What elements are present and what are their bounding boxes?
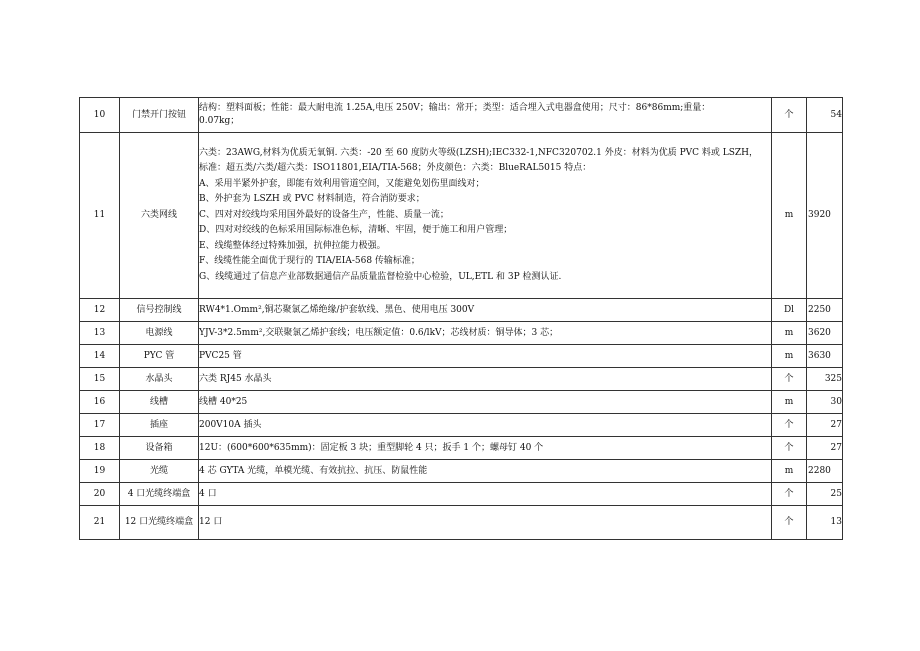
table-body: [80, 98, 843, 540]
table-row: [80, 368, 843, 391]
item-spec: RW4*1.Omm²,铜芯聚氯乙烯绝缘/护套软线、黑色、使用电压 300V: [199, 299, 772, 322]
table-row: [80, 98, 843, 133]
table-row: [80, 437, 843, 460]
item-spec: 4 口: [199, 483, 772, 506]
spec-line: 六类：23AWG,材料为优质无氧铜. 六类：-20 至 60 度防火等级(LZSH);IEC332-1,NFC320702.1 外皮：材料为优质 PVC 料或 LSZH，: [199, 147, 759, 158]
item-name: 电源线: [120, 322, 199, 345]
item-name: 插座: [120, 414, 199, 437]
table-row: [80, 299, 843, 322]
item-quantity: 25: [807, 483, 843, 506]
row-number: 12: [80, 299, 120, 322]
item-name: PYC 管: [120, 345, 199, 368]
item-unit: m: [772, 345, 807, 368]
item-spec: YJV-3*2.5mm²,交联聚氯乙烯护套线；电压额定值：0.6/lkV；芯线材质：铜导体；3 芯；: [199, 322, 772, 345]
row-number: 21: [80, 506, 120, 540]
item-unit: m: [772, 460, 807, 483]
item-name: 线槽: [120, 391, 199, 414]
item-quantity: 54: [807, 98, 843, 133]
row-number: 11: [80, 133, 120, 299]
spec-line: C、四对对绞线均采用国外最好的设备生产，性能、质量一流；: [199, 209, 449, 220]
item-name: 信号控制线: [120, 299, 199, 322]
item-quantity: 3620: [807, 322, 843, 345]
spec-line: 标准：超五类/六类/超六类：ISO11801,EIA/TIA-568；外皮颜色：六类：BlueRAL5015 特点：: [199, 163, 592, 174]
item-unit: m: [772, 322, 807, 345]
item-spec: PVC25 管: [199, 345, 772, 368]
item-name: 门禁开门按钮: [120, 98, 199, 133]
item-unit: m: [772, 133, 807, 299]
table-row: [80, 345, 843, 368]
spec-line: 0.07kg；: [199, 116, 240, 126]
item-unit: 个: [772, 506, 807, 540]
item-quantity: 2250: [807, 299, 843, 322]
row-number: 18: [80, 437, 120, 460]
spec-line: D、四对对绞线的色标采用国际标准色标，清晰、牢固，便于施工和用户管理；: [199, 225, 513, 236]
item-spec: 12 口: [199, 506, 772, 540]
item-name: 设备箱: [120, 437, 199, 460]
row-number: 14: [80, 345, 120, 368]
table-row: [80, 460, 843, 483]
item-name: 12 口光缆终端盒: [120, 506, 199, 540]
row-number: 13: [80, 322, 120, 345]
spec-line: B、外护套为 LSZH 或 PVC 材料制造，符合消防要求；: [199, 194, 425, 205]
item-spec: 六类 RJ45 水晶头: [199, 368, 772, 391]
table-row: [80, 322, 843, 345]
item-name: 4 口光缆终端盒: [120, 483, 199, 506]
table-row: [80, 506, 843, 540]
item-spec: [199, 133, 772, 299]
item-unit: 个: [772, 414, 807, 437]
item-spec: 线槽 40*25: [199, 391, 772, 414]
spec-line: F、线缆性能全面优于现行的 TIA/EIA-568 传输标准；: [199, 256, 420, 267]
row-number: 16: [80, 391, 120, 414]
item-quantity: 13: [807, 506, 843, 540]
item-unit: Dl: [772, 299, 807, 322]
spec-line: G、线缆通过了信息产业部数据通信产品质量监督检验中心检验，UL,ETL 和 3P 检测认证.: [199, 271, 562, 282]
spec-line: E、线缆整体经过特殊加强，抗伸拉能力极强。: [199, 240, 386, 251]
row-number: 20: [80, 483, 120, 506]
item-unit: m: [772, 391, 807, 414]
item-quantity: 3630: [807, 345, 843, 368]
item-quantity: 3920: [807, 133, 843, 299]
table-row: [80, 414, 843, 437]
item-spec: 4 芯 GYTA 光缆，单模光缆、有效抗拉、抗压、防鼠性能: [199, 460, 772, 483]
item-spec: [199, 98, 772, 133]
item-spec: 200V10A 插头: [199, 414, 772, 437]
row-number: 19: [80, 460, 120, 483]
item-quantity: 27: [807, 437, 843, 460]
row-number: 15: [80, 368, 120, 391]
spec-line: 结构：塑料面板；性能：最大耐电流 1.25A,电压 250V；输出：常开；类型：适合埋入式电器盒使用；尺寸：86*86mm;重量：: [199, 103, 711, 113]
table-row: [80, 133, 843, 299]
item-quantity: 27: [807, 414, 843, 437]
item-unit: 个: [772, 98, 807, 133]
item-quantity: 30: [807, 391, 843, 414]
row-number: 10: [80, 98, 120, 133]
spec-line: A、采用半紧外护套，即能有效利用管道空间，又能避免划伤里面线对；: [199, 178, 485, 189]
item-name: 水晶头: [120, 368, 199, 391]
table-row: [80, 483, 843, 506]
item-unit: 个: [772, 368, 807, 391]
item-quantity: 2280: [807, 460, 843, 483]
item-name: 光缆: [120, 460, 199, 483]
item-unit: 个: [772, 483, 807, 506]
item-quantity: 325: [807, 368, 843, 391]
item-name: 六类网线: [120, 133, 199, 299]
item-unit: 个: [772, 437, 807, 460]
row-number: 17: [80, 414, 120, 437]
item-spec: 12U：(600*600*635mm)：固定板 3 块；重型脚轮 4 只；扳手 1 个；螺母钉 40 个: [199, 437, 772, 460]
equipment-spec-table: [79, 97, 843, 540]
table-row: [80, 391, 843, 414]
